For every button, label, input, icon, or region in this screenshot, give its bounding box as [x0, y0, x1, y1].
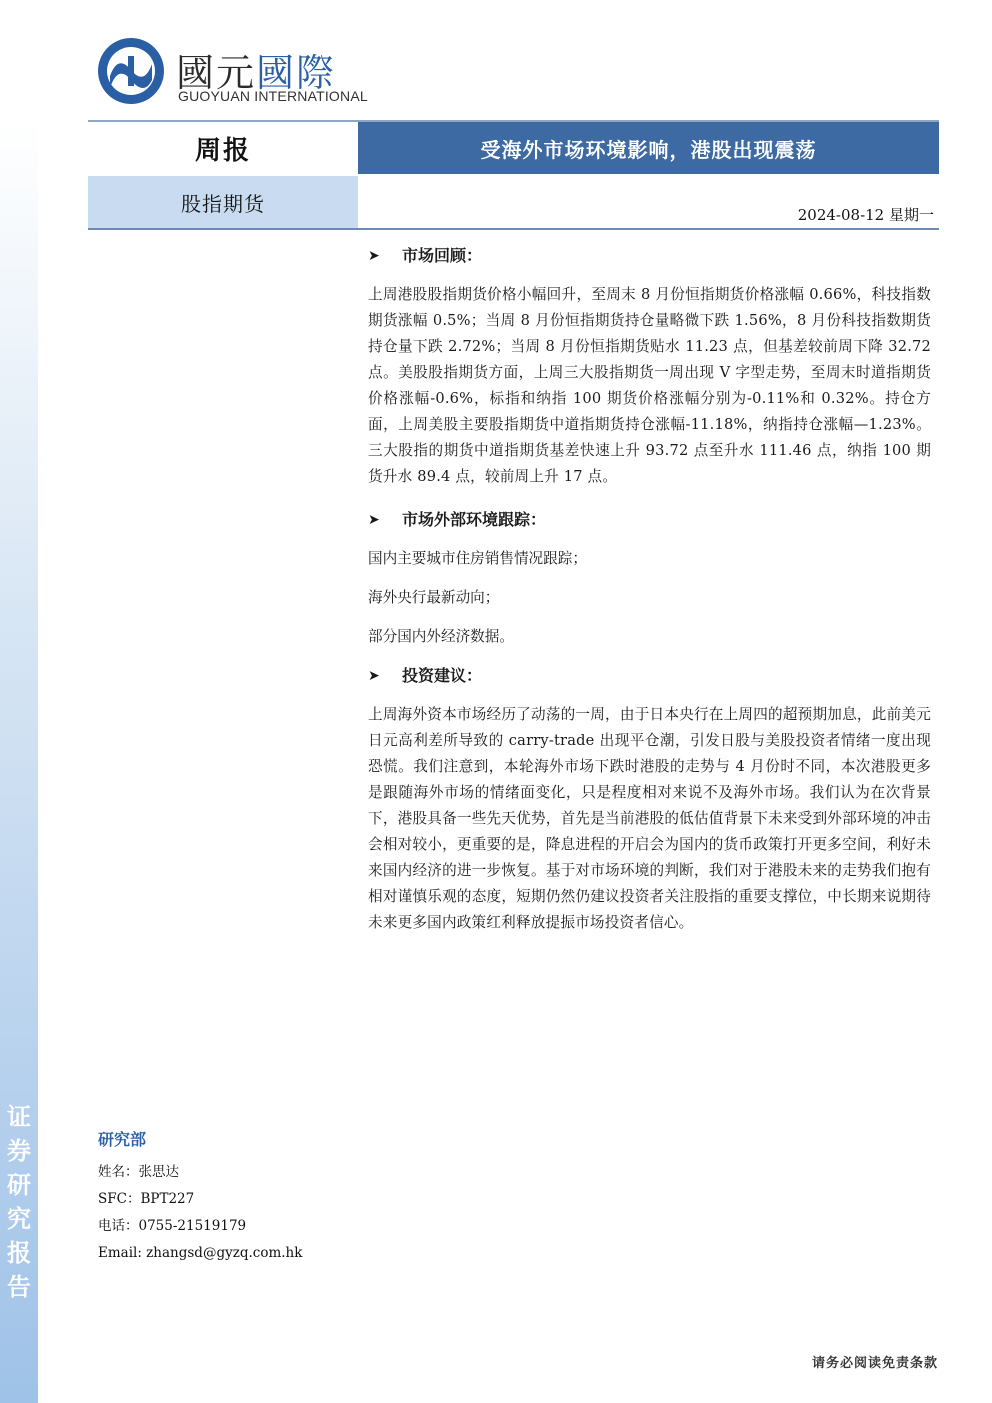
footer-disclaimer: 请务必阅读免责条款: [811, 1356, 938, 1371]
report-date: 2024-08-12 星期一: [797, 206, 934, 224]
review-paragraph: 上周港股股指期货价格小幅回升，至周末 8 月份恒指期货价格涨幅 0.66%，科技指数期货涨幅 0.5%；当周 8 月份恒指期货持仓量略微下跌 1.56%，8 月份科技指数期货持仓量下跌 2.72%；当周 8 月份恒指期货贴水 11.23 点，但基差较前周下降 32.72 点。美股股指期货方面，上周三大股指期货一周出现 V 字型走势，至周末时道指期货价格涨幅-0.6%，标指和纳指 100 期货价格涨幅分别为-0.11%和 0.32%。持仓方面，上周美股主要股指期货中道指期货持仓涨幅-11.18%，纳指持仓涨幅—1.23%。三大股指的期货中道指期货基差快速上升 93.72 点至升水 111.46 点，纳指 100 期货升水 89.4 点，较前周上升 17 点。: [368, 286, 931, 485]
side-char: 究: [7, 1205, 31, 1233]
external-item: 国内主要城市住房销售情况跟踪；: [368, 550, 587, 567]
header-bottom-rule: [88, 228, 939, 230]
arrow-bullet-icon: ➤: [368, 668, 380, 684]
advice-paragraph: 上周海外资本市场经历了动荡的一周，由于日本央行在上周四的超预期加息，此前美元日元高利差所导致的 carry-trade 出现平仓潮，引发日股与美股投资者情绪一度出现恐慌。我们注意到，本轮海外市场下跌时港股的走势与 4 月份时不同，本次港股更多是跟随海外市场的情绪面变化，只是程度相对来说不及海外市场。我们认为在次背景下，港股具备一些先天优势，首先是当前港股的低估值背景下未来受到外部环境的冲击会相对较小，更重要的是，降息进程的开启会为国内的货币政策打开更多空间，利好未来国内经济的进一步恢复。基于对市场环境的判断，我们对于港股未来的走势我们抱有相对谨慎乐观的态度，短期仍然仍建议投资者关注股指的重要支撑位，中长期来说期待未来更多国内政策红利释放提振市场投资者信心。: [368, 706, 931, 931]
side-vertical-label: [4, 1100, 34, 1304]
main-content: [368, 242, 931, 936]
side-char: 报: [7, 1239, 31, 1267]
report-title: 受海外市场环境影响，港股出现震荡: [358, 122, 939, 174]
logo-english-name: GUOYUAN INTERNATIONAL: [178, 88, 368, 104]
side-char: 告: [7, 1273, 31, 1301]
author-sfc: SFC：BPT227: [98, 1191, 195, 1207]
arrow-bullet-icon: ➤: [368, 512, 380, 528]
logo-cn-part-b: 國際: [256, 51, 337, 95]
arrow-bullet-icon: ➤: [368, 248, 380, 264]
author-name: 姓名：张思达: [98, 1164, 179, 1180]
side-char: 证: [7, 1103, 31, 1131]
author-email: Email: zhangsd@gyzq.com.hk: [98, 1245, 303, 1261]
section-title-external: [368, 506, 931, 534]
author-phone: 电话：0755-21519179: [98, 1218, 247, 1234]
section-title-text: 投资建议：: [402, 666, 483, 685]
author-dept: 研究部: [98, 1130, 147, 1149]
side-char: 研: [7, 1171, 31, 1199]
external-item: 部分国内外经济数据。: [368, 628, 514, 645]
section-title-text: 市场回顾：: [402, 246, 483, 265]
side-char: 券: [7, 1137, 31, 1165]
author-block: [98, 1126, 302, 1267]
section-title-review: [368, 242, 931, 270]
logo-cn-part-a: 國元: [176, 51, 257, 95]
external-item: 海外央行最新动向；: [368, 589, 500, 606]
report-category: 股指期货: [88, 176, 358, 228]
report-type: 周报: [194, 135, 251, 166]
section-title-advice: [368, 662, 931, 690]
logo-mark-icon: [96, 36, 166, 106]
section-title-text: 市场外部环境跟踪：: [402, 510, 547, 529]
